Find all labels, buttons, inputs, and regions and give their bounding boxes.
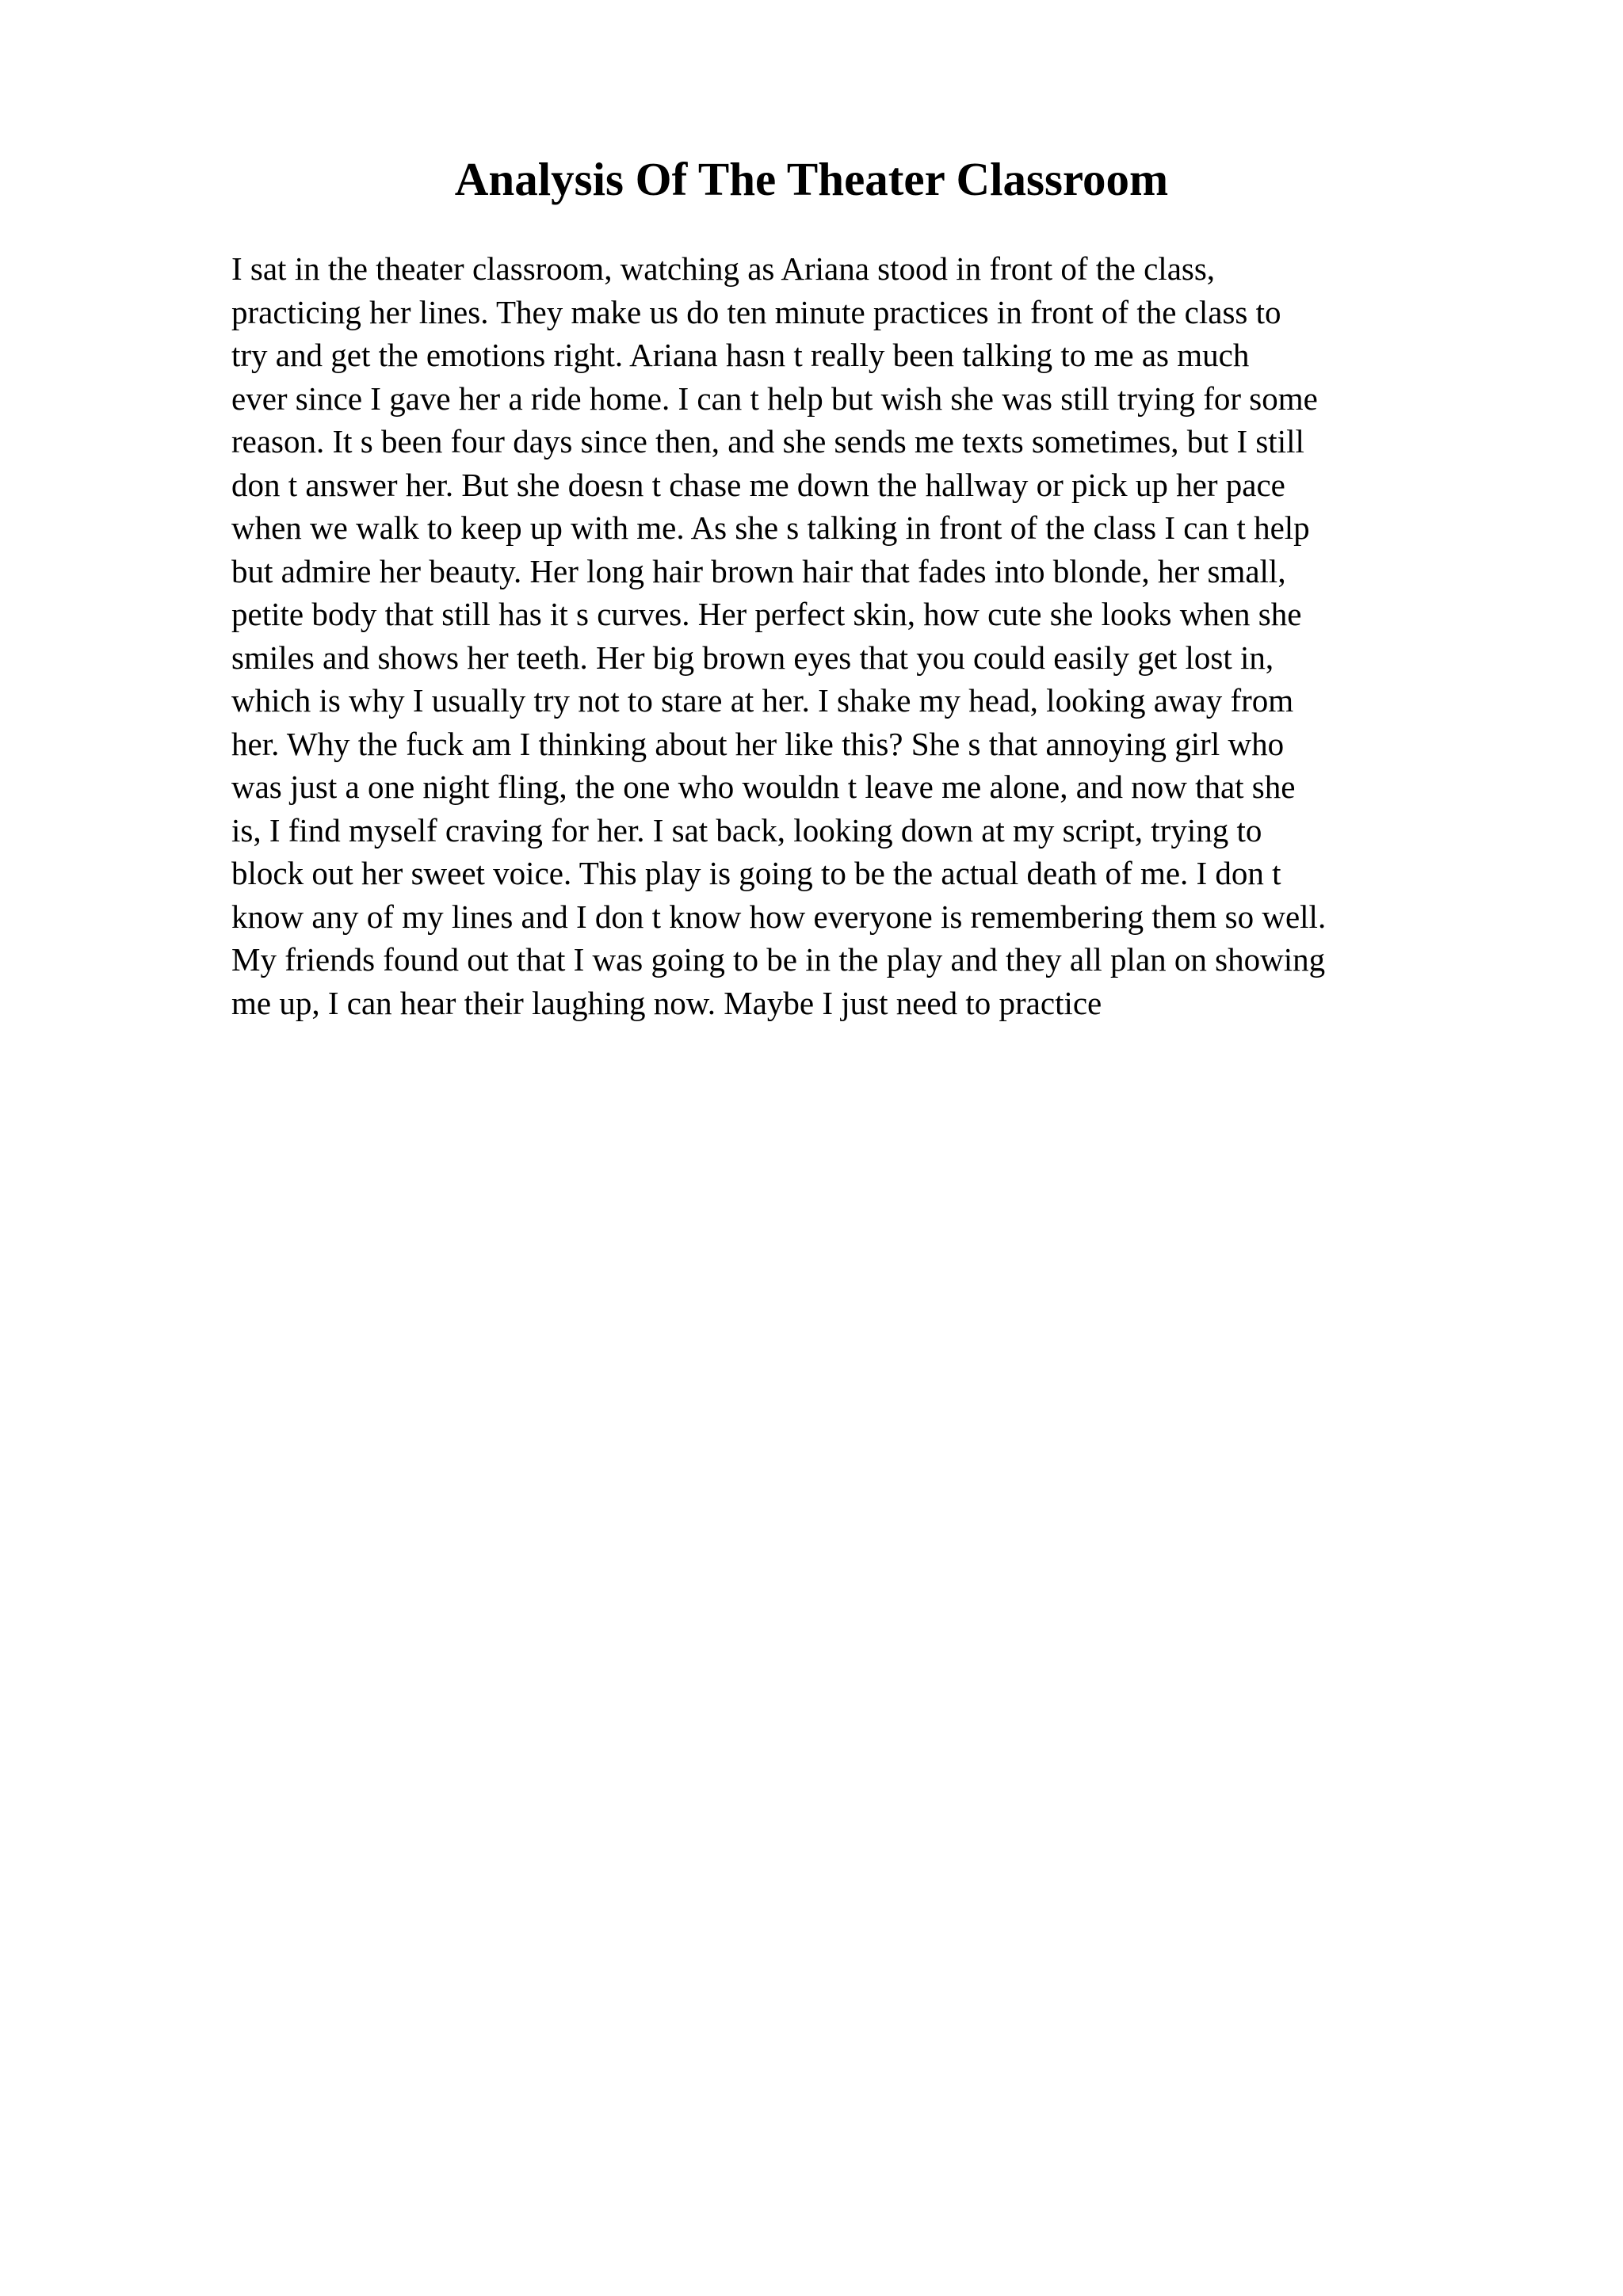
body-line: which is why I usually try not to stare at her. I shake my head, looking away from (231, 682, 1294, 719)
body-line: block out her sweet voice. This play is going to be the actual death of me. I don t (231, 855, 1281, 891)
document-title: Analysis Of The Theater Classroom (454, 153, 1169, 205)
document-body (231, 247, 1515, 1024)
body-line: reason. It s been four days since then, and she sends me texts sometimes, but I still (231, 423, 1304, 460)
body-line: petite body that still has it s curves. Her perfect skin, how cute she looks when she (231, 596, 1302, 632)
body-line: I sat in the theater classroom, watching as Ariana stood in front of the class, (231, 250, 1216, 287)
body-line: but admire her beauty. Her long hair brown hair that fades into blonde, her small, (231, 552, 1286, 589)
body-line: My friends found out that I was going to be in the play and they all plan on showing (231, 941, 1326, 978)
body-line: is, I find myself craving for her. I sat back, looking down at my script, trying to (231, 811, 1262, 849)
body-line: when we walk to keep up with me. As she s talking in front of the class I can t help (231, 509, 1310, 546)
body-line: ever since I gave her a ride home. I can t help but wish she was still trying for some (231, 379, 1318, 417)
body-line: try and get the emotions right. Ariana hasn t really been talking to me as much (231, 337, 1250, 373)
body-line: was just a one night fling, the one who wouldn t leave me alone, and now that she (231, 769, 1296, 805)
body-line: practicing her lines. They make us do ten minute practices in front of the class to (231, 293, 1281, 330)
body-line: her. Why the fuck am I thinking about her like this? She s that annoying girl who (231, 725, 1285, 762)
body-line: don t answer her. But she doesn t chase me down the hallway or pick up her pace (231, 466, 1285, 503)
body-line: me up, I can hear their laughing now. Maybe I just need to practice (231, 984, 1102, 1021)
body-line: know any of my lines and I don t know how everyone is remembering them so well. (231, 898, 1327, 935)
body-line: smiles and shows her teeth. Her big brown eyes that you could easily get lost in, (231, 639, 1274, 676)
